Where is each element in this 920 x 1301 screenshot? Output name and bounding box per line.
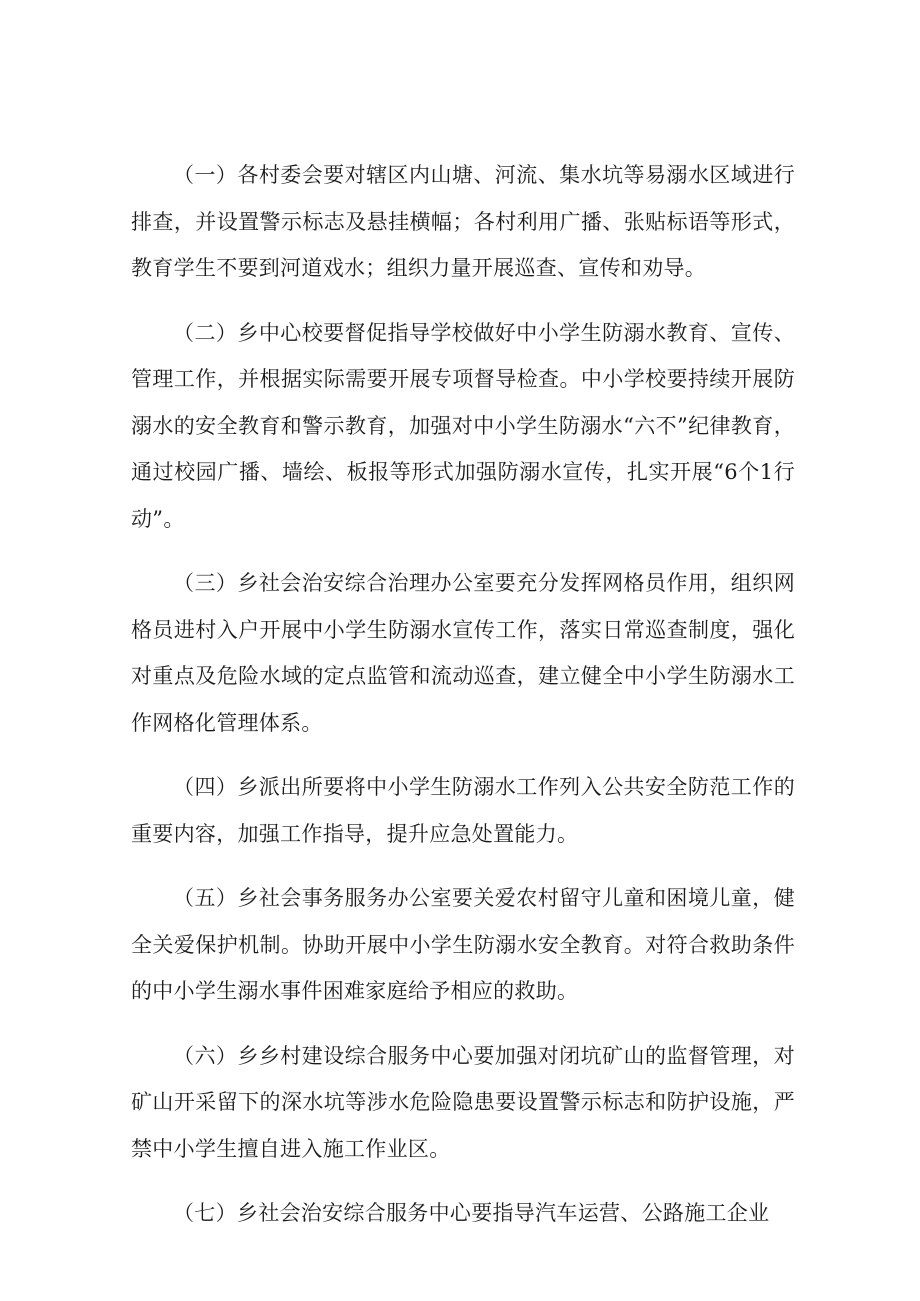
paragraph-2: （二）乡中心校要督促指导学校做好中小学生防溺水教育、宣传、管理工作，并根据实际需要开展专项督导检查。中小学校要持续开展防溺水的安全教育和警示教育，加强对中小学生防溺水“六不”纪律教育，通过校园广播、墙绘、板报等形式加强防溺水宣传，扎实开展“6个1行动”。 (131, 320, 795, 531)
paragraph-4: （四）乡派出所要将中小学生防溺水工作列入公共安全防范工作的重要内容，加强工作指导，提升应急处置能力。 (131, 775, 795, 846)
paragraph-7: （七）乡社会治安综合服务中心要指导汽车运营、公路施工企业 (173, 1201, 770, 1225)
paragraph-6: （六）乡乡村建设综合服务中心要加强对闭坑矿山的监督管理，对矿山开采留下的深水坑等涉水危险隐患要设置警示标志和防护设施，严禁中小学生擅自进入施工作业区。 (131, 1043, 795, 1161)
paragraph-5: （五）乡社会事务服务办公室要关爱农村留守儿童和困境儿童，健全关爱保护机制。协助开展中小学生防溺水安全教育。对符合救助条件的中小学生溺水事件困难家庭给予相应的救助。 (131, 886, 795, 1003)
document-body (131, 152, 795, 1255)
paragraph-1: （一）各村委会要对辖区内山塘、河流、集水坑等易溺水区域进行排查，并设置警示标志及悬挂横幅；各村利用广播、张贴标语等形式，教育学生不要到河道戏水；组织力量开展巡查、宣传和劝导。 (131, 163, 795, 280)
paragraph-3: （三）乡社会治安综合治理办公室要充分发挥网格员作用，组织网格员进村入户开展中小学生防溺水宣传工作，落实日常巡查制度，强化对重点及危险水域的定点监管和流动巡查，建立健全中小学生防溺水工作网格化管理体系。 (131, 571, 795, 735)
